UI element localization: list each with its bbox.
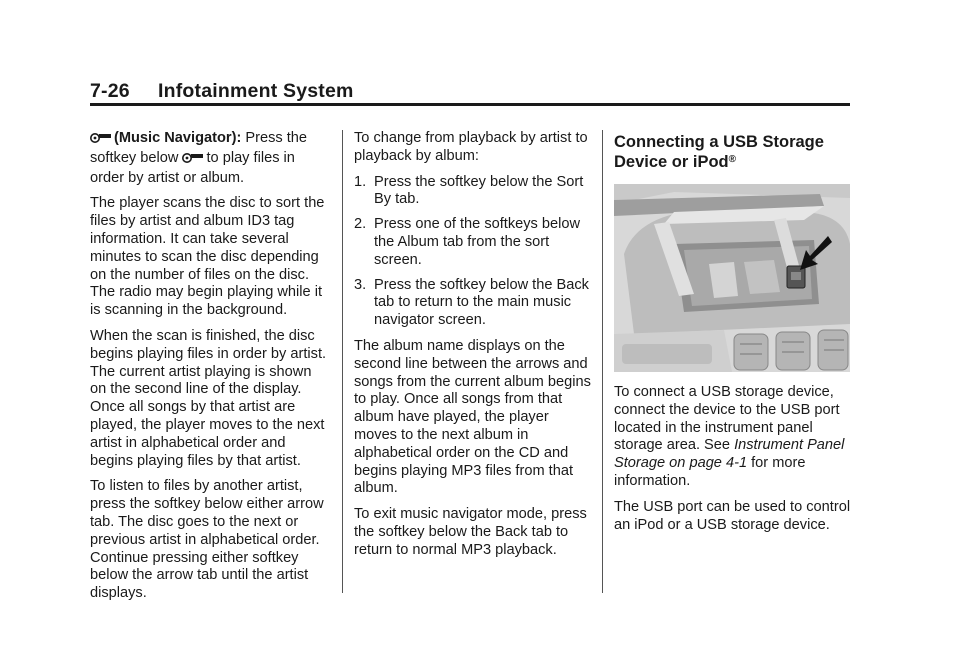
cross-reference: Instrument Panel Storage on page 4-1 [614, 437, 845, 472]
header-rule [90, 103, 850, 106]
step-number: 2. [354, 216, 367, 233]
body-paragraph: To change from playback by artist to playback by album: [354, 130, 588, 164]
step-text: Press the softkey below the Back tab to return to the main music navigator screen. [374, 276, 589, 329]
body-paragraph: The player scans the disc to sort the files by artist and album ID3 tag information. It can take several minutes to scan the disc depending on the number of files on the disc. The radio may begin playing while it is scanning in the background. [90, 195, 325, 319]
list-item [354, 216, 594, 269]
music-navigator-label: (Music Navigator): [114, 130, 242, 146]
music-navigator-text: Press the [245, 130, 308, 146]
body-paragraph: To exit music navigator mode, press the softkey below the Back tab to return to normal MP3 playback. [354, 506, 587, 558]
body-paragraph [614, 384, 854, 491]
heading-text: Connecting a USB Storage Device or iPod [614, 133, 824, 171]
list-item [354, 174, 594, 210]
body-paragraph: When the scan is finished, the disc begins playing files in order by artist. The current artist playing is shown on the second line of the display. Once all songs by that artist are played, the player moves to the next artist in alphabetical order and begins playing files by that artist. [90, 327, 327, 469]
step-text: Press the softkey below the Sort By tab. [374, 173, 584, 208]
step-text: Press one of the softkeys below the Album tab from the sort screen. [374, 216, 581, 268]
page-number: 7-26 [90, 80, 130, 102]
usb-port-illustration [614, 184, 850, 372]
music-navigator-text: softkey below [90, 149, 179, 166]
body-paragraph: The USB port can be used to control an iPod or a USB storage device. [614, 498, 851, 533]
music-navigator-paragraph [90, 130, 330, 187]
body-paragraph: The album name displays on the second line between the arrows and songs from the current album begins to play. Once all songs from that album have played, the player moves to the next album in alphabetical order on the CD and begins playing MP3 files from that album. [354, 337, 591, 497]
music-navigator-icon [90, 132, 112, 150]
list-item [354, 277, 594, 330]
column-2 [354, 130, 594, 568]
registered-mark: ® [728, 154, 736, 165]
column-divider [602, 130, 603, 593]
music-navigator-text: to play files in order by artist or album. [90, 149, 295, 186]
steps-list [354, 174, 594, 330]
section-title: Infotainment System [158, 80, 354, 102]
subsection-heading [614, 132, 854, 172]
body-paragraph: To listen to files by another artist, press the softkey below either arrow tab. The disc goes to the next or previous artist in alphabetical order. Continue pressing either softkey below the arrow tab until the artist displays. [90, 478, 324, 602]
column-3 [614, 130, 854, 542]
column-1 [90, 130, 330, 611]
music-navigator-icon [182, 152, 204, 170]
step-number: 3. [354, 276, 367, 293]
body-text: To connect a USB storage device, connect the device to the USB port located in the instrument panel storage area. See [614, 384, 840, 454]
body-text: for more information. [614, 455, 806, 489]
step-number: 1. [354, 173, 367, 190]
column-divider [342, 130, 343, 593]
